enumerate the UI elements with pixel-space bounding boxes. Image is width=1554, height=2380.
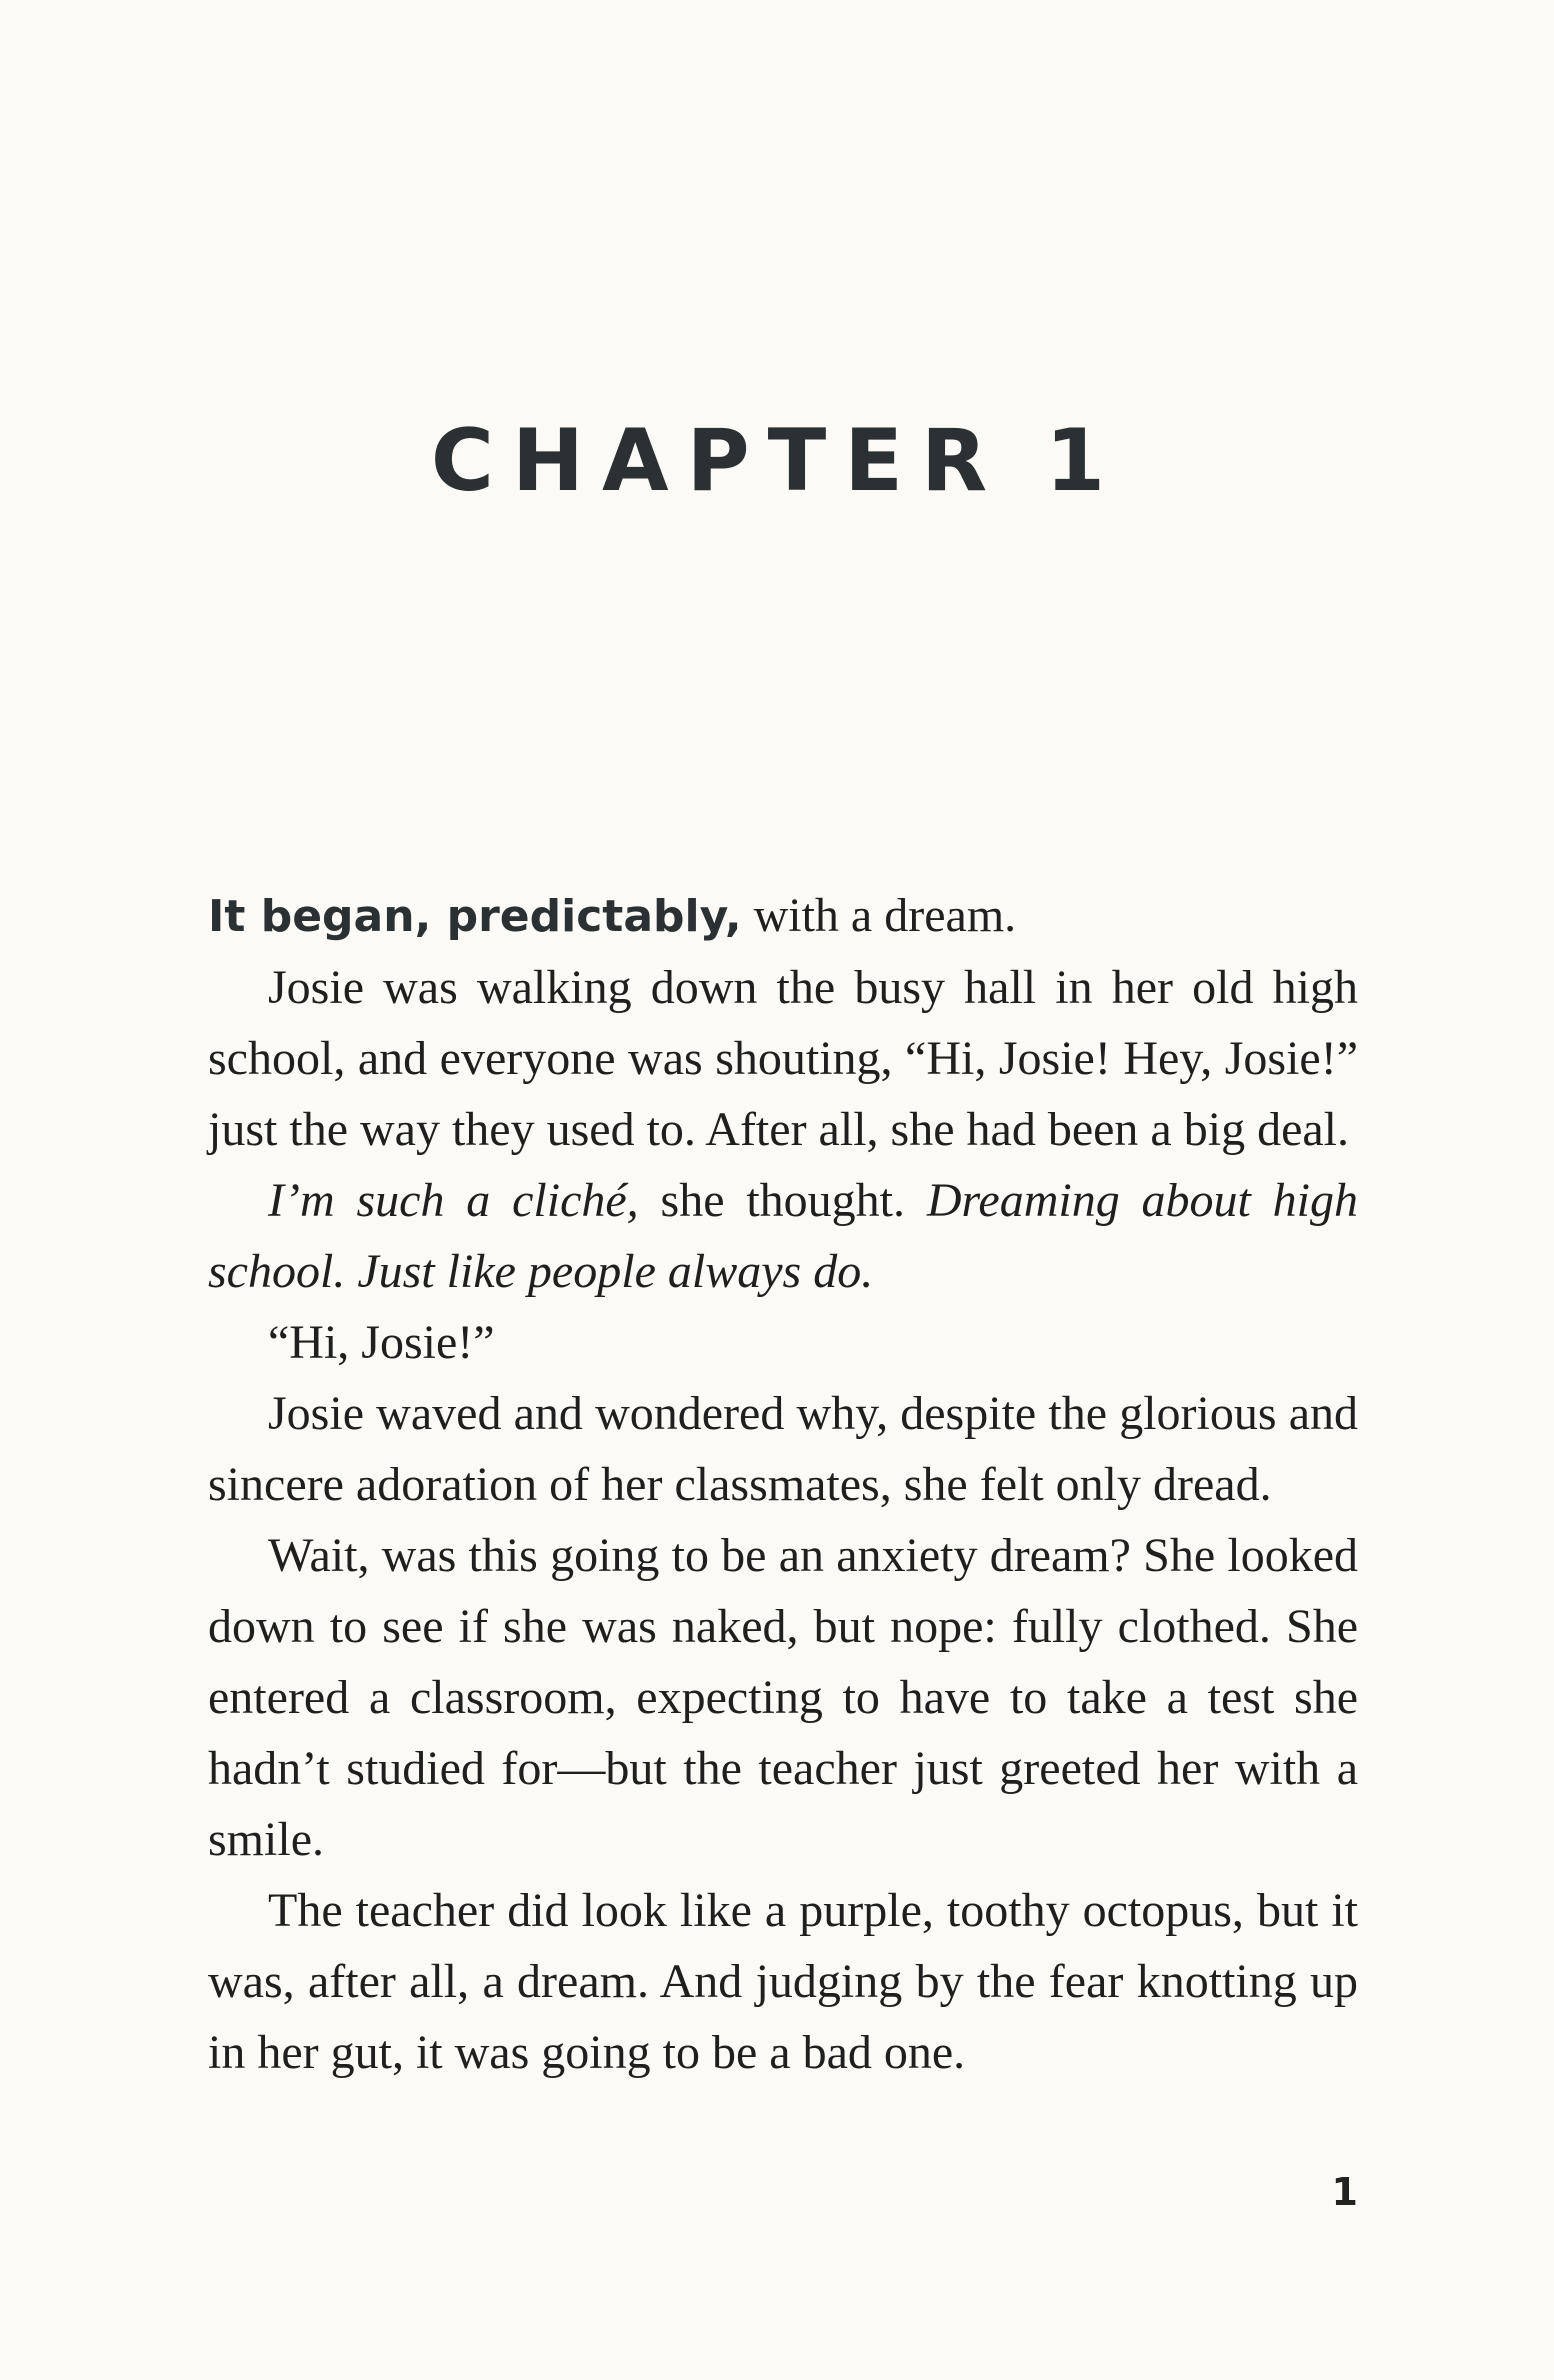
paragraph-7: The teacher did look like a purple, toothy octopus, but it was, after all, a dream. And judging by the fear knotting up in her gut, it was going to be a bad one. (208, 1884, 1358, 2079)
paragraph-2: Josie was walking down the busy hall in her old high school, and everyone was shouting, “Hi, Josie! Hey, Josie!” just the way they used to. After all, she had been a big deal. (208, 961, 1358, 1156)
chapter-body (208, 880, 1358, 2088)
page-number: 1 (1331, 2170, 1358, 2214)
chapter-label: CHAPTER (430, 411, 1006, 511)
opening-lead-in: It began, predictably, (208, 891, 742, 942)
paragraph-3-text: she thought. (638, 1174, 927, 1227)
paragraph-3-italic-thought-2: Dreaming about high school. Just like people always do. (208, 1174, 1359, 1298)
chapter-number: 1 (1045, 411, 1124, 511)
paragraph-4: “Hi, Josie!” (268, 1316, 495, 1369)
chapter-heading (0, 411, 1554, 511)
paragraph-1 (208, 880, 1358, 952)
paragraph-3-italic-thought: I’m such a cliché, (268, 1174, 639, 1227)
paragraph-5: Josie waved and wondered why, despite the glorious and sincere adoration of her classmates, she felt only dread. (208, 1387, 1358, 1511)
paragraph-6: Wait, was this going to be an anxiety dream? She looked down to see if she was naked, but nope: fully clothed. She entered a classroom, expecting to have to take a test she hadn’t studied for—but the teacher just greeted her with a smile. (208, 1529, 1358, 1866)
paragraph-3 (208, 1165, 1358, 1307)
paragraph-1-text: with a dream. (741, 889, 1017, 942)
